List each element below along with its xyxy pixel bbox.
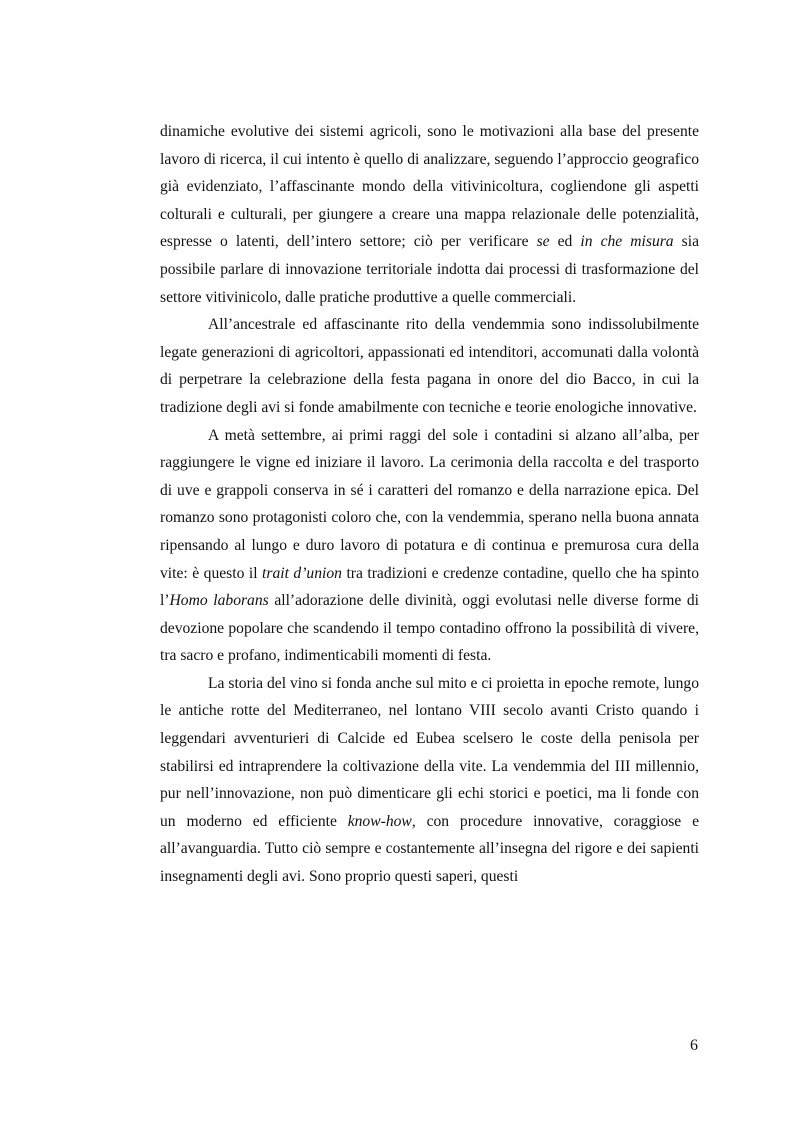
paragraph-2 <box>160 311 699 421</box>
paragraph-3-italic-trait-d-union: trait d’union <box>262 564 342 582</box>
page-number: 6 <box>690 1037 698 1054</box>
paragraph-3-italic-homo-laborans: Homo laborans <box>169 592 269 610</box>
paragraph-3-text-1: A metà settembre, ai primi raggi del sole i contadini si alzano all’alba, per raggiungere le vigne ed iniziare il lavoro. La cerimonia della raccolta e del trasporto di uve e grappoli conserva in sé i caratteri del romanzo e della narrazione epica. Del romanzo sono protagonisti coloro che, con la vendemmia, sperano nella buona annata ripensando al lungo e duro lavoro di potatura e di continua e premurosa cura della vite: è questo il <box>160 426 699 582</box>
paragraph-3 <box>160 422 699 670</box>
paragraph-3-text-3: all’adorazione delle divinità, oggi evolutasi nelle diverse forme di devozione popolare che scandendo il tempo contadino offrono la possibilità di vivere, tra sacro e profano, indimenticabili momenti di festa. <box>160 592 699 665</box>
paragraph-1-italic-in-che-misura: in che misura <box>580 233 674 251</box>
paragraph-4 <box>160 670 699 891</box>
paragraph-1 <box>160 118 699 311</box>
paragraph-1-text-2: ed <box>549 233 581 251</box>
paragraph-3-text-2: tra tradizioni e credenze contadine, quello che ha spinto l’ <box>160 564 699 610</box>
paragraph-2-text: All’ancestrale ed affascinante rito della vendemmia sono indissolubilmente legate generazioni di agricoltori, appassionati ed intenditori, accomunati dalla volontà di perpetrare la celebrazione della festa pagana in onore del dio Bacco, in cui la tradizione degli avi si fonde amabilmente con tecniche e teorie enologiche innovative. <box>160 316 699 416</box>
body-text <box>160 118 699 891</box>
paragraph-4-text-2: , con procedure innovative, coraggiose e all’avanguardia. Tutto ciò sempre e costantemente all’insegna del rigore e dei sapienti insegnamenti degli avi. Sono proprio questi saperi, questi <box>160 812 699 886</box>
paragraph-1-text-1: dinamiche evolutive dei sistemi agricoli, sono le motivazioni alla base del presente lavoro di ricerca, il cui intento è quello di analizzare, seguendo l’approccio geografico già evidenziato, l’affascinante mondo della vitivinicoltura, cogliendone gli aspetti colturali e culturali, per giungere a creare una mappa relazionale delle potenzialità, espresse o latenti, dell’intero settore; ciò per verificare <box>160 123 699 251</box>
paragraph-1-text-3: sia possibile parlare di innovazione territoriale indotta dai processi di trasformazione del settore vitivinicolo, dalle pratiche produttive a quelle commerciali. <box>160 233 699 306</box>
paragraph-1-italic-se: se <box>536 233 550 251</box>
paragraph-4-italic-know-how: know-how <box>347 812 412 830</box>
paragraph-4-text-1: La storia del vino si fonda anche sul mito e ci proietta in epoche remote, lungo le antiche rotte del Mediterraneo, nel lontano VIII secolo avanti Cristo quando i leggendari avventurieri di Calcide ed Eubea scelsero le coste della penisola per stabilirsi ed intraprendere la coltivazione della vite. La vendemmia del III millennio, pur nell’innovazione, non può dimenticare gli echi storici e poetici, ma li fonde con un moderno ed efficiente <box>160 674 699 830</box>
